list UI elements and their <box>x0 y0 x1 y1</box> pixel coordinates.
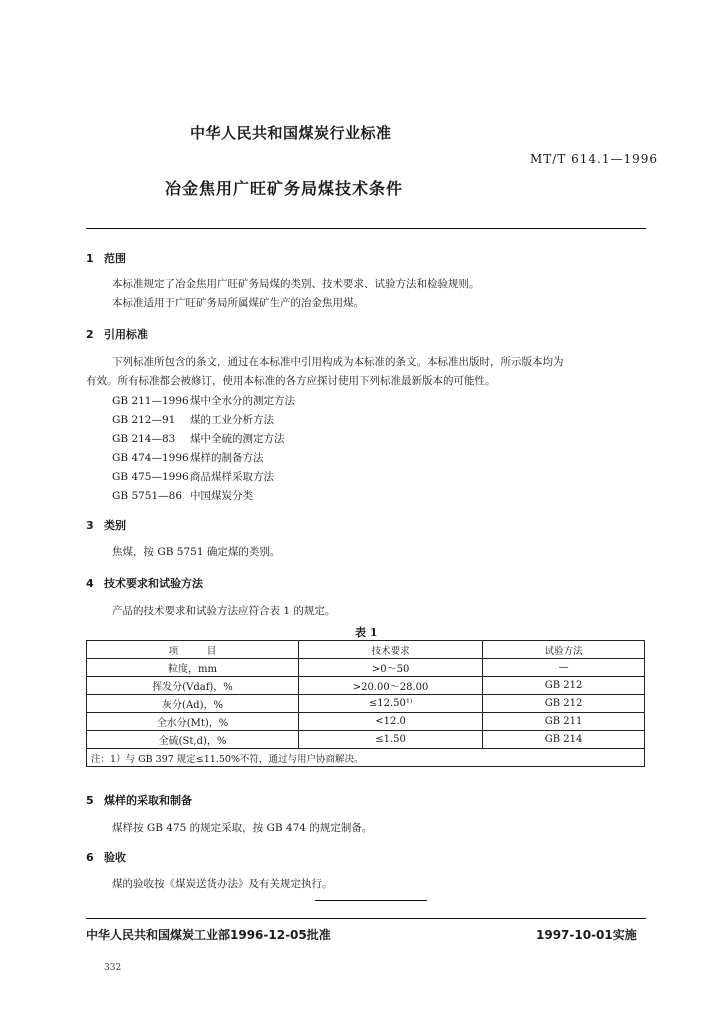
section-1-para-1: 本标准规定了冶金焦用广旺矿务局煤的类别、技术要求、试验方法和检验规则。 <box>112 278 480 290</box>
section-title: 类别 <box>104 519 126 532</box>
table-row <box>87 659 645 677</box>
section-title: 范围 <box>104 252 126 265</box>
footer-rule <box>86 918 646 919</box>
reference-name: 中国煤炭分类 <box>190 490 253 502</box>
table-cell: GB 212 <box>483 695 645 713</box>
table-header-cell: 项 目 <box>87 641 299 659</box>
issuing-organization: 中华人民共和国煤炭行业标准 <box>190 124 392 142</box>
table-cell: >0～50 <box>299 659 483 677</box>
reference-name: 商品煤样采取方法 <box>190 471 274 483</box>
table-note-row <box>87 749 645 767</box>
table-cell: 挥发分(Vdaf)，% <box>87 677 299 695</box>
section-1-para-2: 本标准适用于广旺矿务局所属煤矿生产的冶金焦用煤。 <box>112 297 364 309</box>
reference-item <box>112 469 274 484</box>
table-row <box>87 677 645 695</box>
reference-name: 煤中全水分的测定方法 <box>190 395 295 407</box>
table-cell: ≤12.50¹⁾ <box>299 695 483 713</box>
reference-item <box>112 488 253 503</box>
section-number: 5 <box>86 794 94 807</box>
section-6-heading <box>86 849 126 865</box>
section-number: 6 <box>86 851 94 864</box>
section-2-para-line-1: 下列标准所包含的条文，通过在本标准中引用构成为本标准的条文。本标准出版时，所示版本均为 <box>112 356 564 368</box>
section-6-para: 煤的验收按《煤炭送货办法》及有关规定执行。 <box>112 878 333 890</box>
reference-code: GB 5751—86 <box>112 490 183 502</box>
table-header-cell: 试验方法 <box>483 641 645 659</box>
reference-name: 煤的工业分析方法 <box>190 414 274 426</box>
section-number: 3 <box>86 519 94 532</box>
table-note: 注：1）与 GB 397 规定≤11.50%不符，通过与用户协商解决。 <box>87 749 645 767</box>
table-cell: — <box>483 659 645 677</box>
standard-code: MT/T 614.1—1996 <box>530 152 659 166</box>
reference-item <box>112 393 295 408</box>
header-rule <box>86 228 646 229</box>
reference-item <box>112 450 264 465</box>
reference-code: GB 474—1996 <box>112 452 189 464</box>
table-cell: 全硫(St,d)，% <box>87 731 299 749</box>
section-title: 验收 <box>104 851 126 864</box>
section-title: 煤样的采取和制备 <box>104 794 192 807</box>
end-rule <box>315 900 427 901</box>
section-4-para: 产品的技术要求和试验方法应符合表 1 的规定。 <box>112 605 336 617</box>
section-number: 2 <box>86 328 94 341</box>
reference-code: GB 475—1996 <box>112 471 189 483</box>
section-number: 4 <box>86 577 94 590</box>
section-title: 技术要求和试验方法 <box>104 577 203 590</box>
section-3-heading <box>86 517 126 533</box>
document-title: 冶金焦用广旺矿务局煤技术条件 <box>165 179 404 198</box>
table-cell: 粒度，mm <box>87 659 299 677</box>
section-1-heading <box>86 250 126 266</box>
reference-name: 煤样的制备方法 <box>190 452 264 464</box>
page-number: 332 <box>104 963 122 973</box>
approval-statement: 中华人民共和国煤炭工业部1996-12-05批准 <box>86 928 331 942</box>
reference-name: 煤中全硫的测定方法 <box>190 433 285 445</box>
table-cell: GB 214 <box>483 731 645 749</box>
section-number: 1 <box>86 252 94 265</box>
reference-code: GB 214—83 <box>112 433 176 445</box>
section-title: 引用标准 <box>104 328 148 341</box>
section-5-heading <box>86 792 192 808</box>
table-caption: 表 1 <box>355 626 378 639</box>
table-row <box>87 731 645 749</box>
table-header-row <box>87 641 645 659</box>
reference-code: GB 212—91 <box>112 414 176 426</box>
section-3-para: 焦煤，按 GB 5751 确定煤的类别。 <box>112 546 281 558</box>
effective-date: 1997-10-01实施 <box>536 928 637 942</box>
table-cell: 灰分(Ad)，% <box>87 695 299 713</box>
section-2-para-line-2: 有效。所有标准都会被修订，使用本标准的各方应探讨使用下列标准最新版本的可能性。 <box>86 375 496 387</box>
specification-table <box>86 640 645 767</box>
table-header-cell: 技术要求 <box>299 641 483 659</box>
table-row <box>87 695 645 713</box>
table-row <box>87 713 645 731</box>
reference-item <box>112 431 285 446</box>
section-5-para: 煤样按 GB 475 的规定采取，按 GB 474 的规定制备。 <box>112 822 373 834</box>
table-cell: GB 211 <box>483 713 645 731</box>
section-4-heading <box>86 575 203 591</box>
reference-item <box>112 412 274 427</box>
section-2-heading <box>86 326 148 342</box>
table-cell: <12.0 <box>299 713 483 731</box>
table-cell: >20.00～28.00 <box>299 677 483 695</box>
reference-code: GB 211—1996 <box>112 395 189 407</box>
table-cell: GB 212 <box>483 677 645 695</box>
table-cell: 全水分(Mt)，% <box>87 713 299 731</box>
table-cell: ≤1.50 <box>299 731 483 749</box>
